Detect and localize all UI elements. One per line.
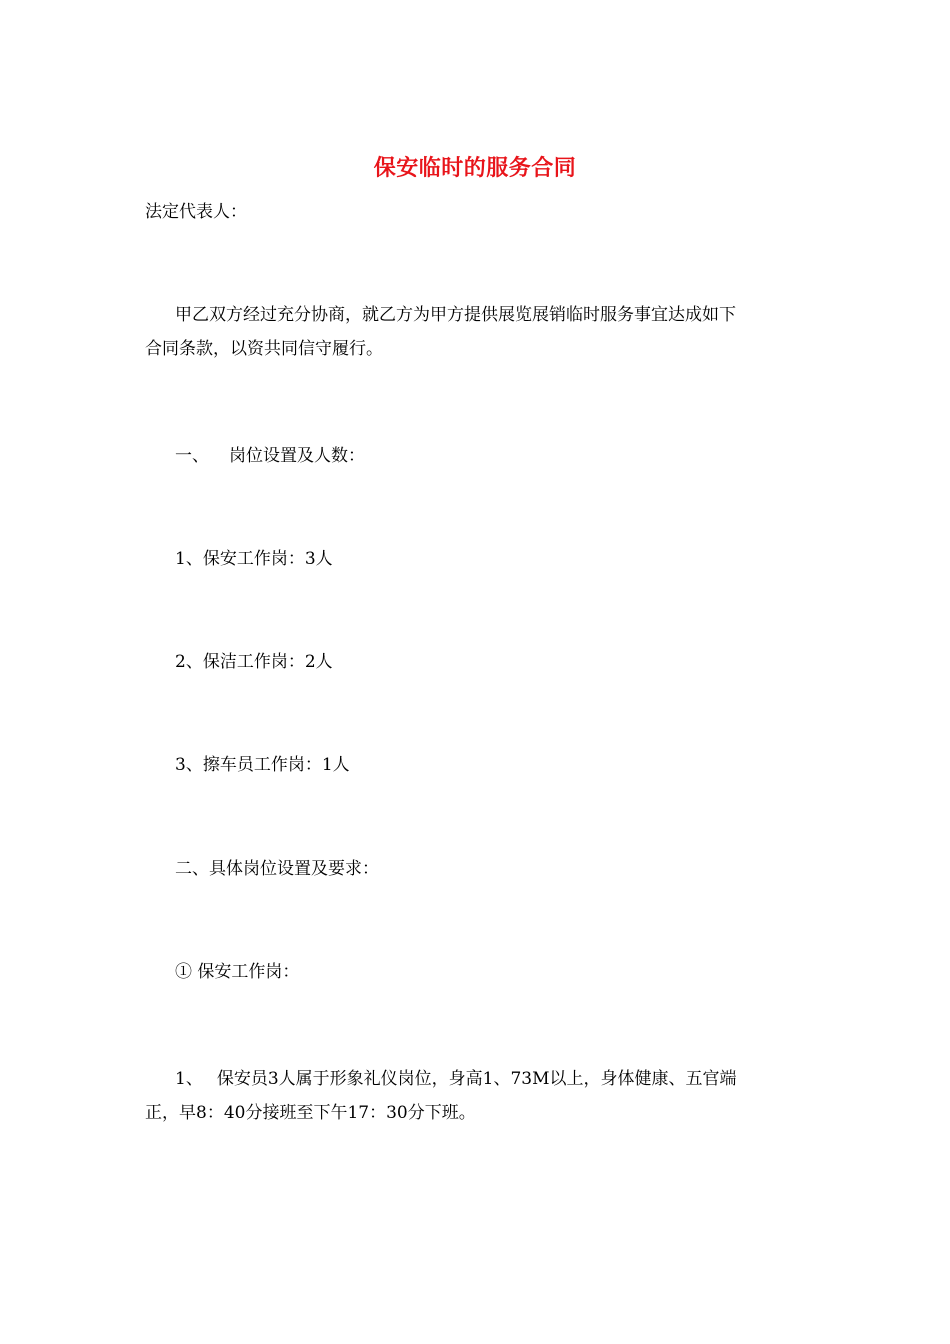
section-1-heading xyxy=(175,443,365,469)
security-requirement-line-2: 正，早8：40分接班至下午17：30分下班。 xyxy=(145,1103,476,1123)
section-1-number: 一、 xyxy=(175,446,209,466)
security-requirement-paragraph xyxy=(145,1062,815,1130)
intro-line-1: 甲乙双方经过充分协商，就乙方为甲方提供展览展销临时服务事宜达成如下 xyxy=(175,305,736,325)
section-2-heading: 二、具体岗位设置及要求： xyxy=(175,859,379,879)
post-item-security: 1、保安工作岗：3人 xyxy=(175,549,333,569)
item-1-number: 1、 xyxy=(175,1069,203,1089)
document-title: 保安临时的服务合同 xyxy=(373,155,577,181)
intro-paragraph xyxy=(145,298,815,366)
section-1-title: 岗位设置及人数： xyxy=(229,446,365,466)
post-item-car-washer: 3、擦车员工作岗：1人 xyxy=(175,755,350,775)
item-1-text: 保安员3人属于形象礼仪岗位，身高1、73M以上，身体健康、五官端 xyxy=(216,1069,737,1089)
intro-line-2: 合同条款，以资共同信守履行。 xyxy=(145,339,383,359)
legal-representative-label: 法定代表人： xyxy=(145,202,247,222)
subsection-security-post: ① 保安工作岗： xyxy=(175,962,300,982)
post-item-cleaning: 2、保洁工作岗：2人 xyxy=(175,652,333,672)
security-requirement-line-1 xyxy=(145,1062,815,1096)
